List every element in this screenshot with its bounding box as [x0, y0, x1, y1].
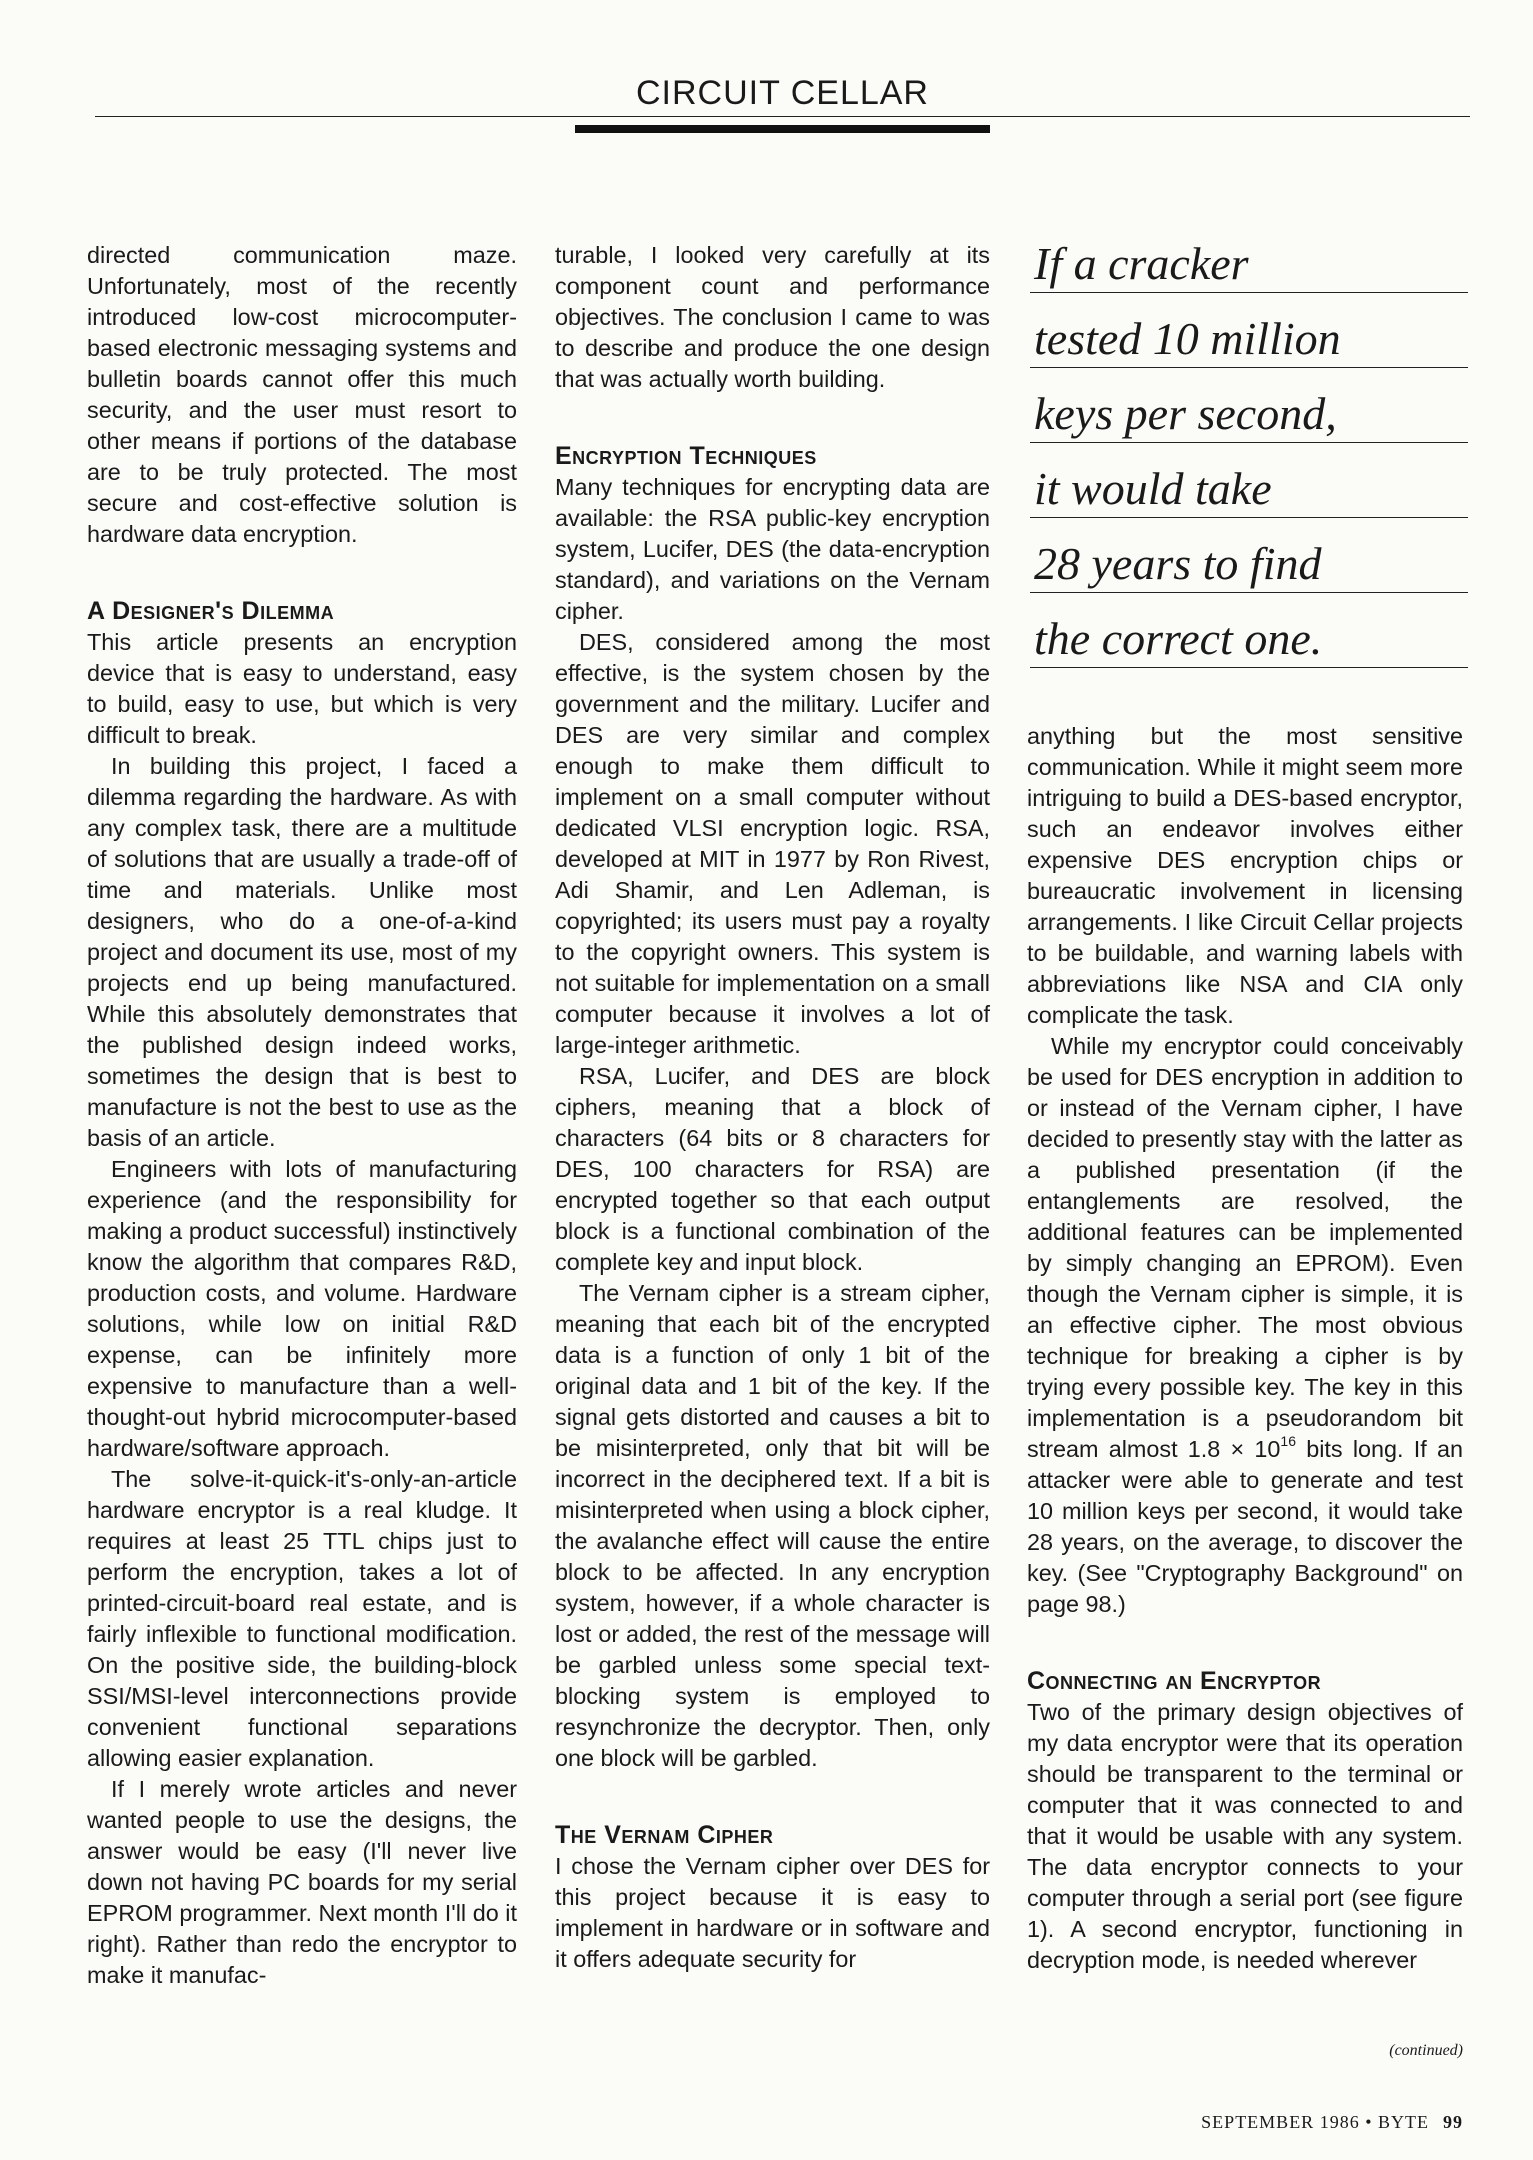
paragraph: [1027, 1031, 1463, 1620]
page-footer: [1201, 2112, 1463, 2133]
paragraph: The solve-it-quick-it's-only-an-article hardware encryptor is a real kludge. It requires at least 25 TTL chips just to perform the encryption, takes a lot of printed-circuit-board real estate, and is fairly inflexible to functional modification. On the positive side, the building-block SSI/MSI-level interconnections provide convenient functional separations allowing easier explanation.: [87, 1466, 517, 1771]
footer-issue: SEPTEMBER 1986 • BYTE: [1201, 2112, 1429, 2132]
section-heading-connecting-encryptor: Connecting an Encryptor: [1027, 1667, 1322, 1695]
header-rule: [95, 116, 1470, 117]
pull-quote: [1030, 236, 1468, 686]
paragraph: I chose the Vernam cipher over DES for this project because it is easy to implement in hardware or in software and it offers adequate security for: [555, 1853, 990, 1972]
section-heading-designers-dilemma: A Designer's Dilemma: [87, 597, 335, 625]
pull-quote-line: it would take: [1030, 461, 1468, 518]
column-3: [1027, 721, 1463, 1976]
pull-quote-line: tested 10 million: [1030, 311, 1468, 368]
paragraph: anything but the most sensitive communication. While it might seem more intriguing to build a DES-based encryptor, such an endeavor involves either expensive DES encryption chips or bureaucratic involvement in licensing arrangements. I like Circuit Cellar projects to be buildable, and warning labels with abbreviations like NSA and CIA only complicate the task.: [1027, 723, 1463, 1028]
pull-quote-line: the correct one.: [1030, 611, 1468, 668]
pull-quote-line: keys per second,: [1030, 386, 1468, 443]
paragraph: turable, I looked very carefully at its component count and performance objectives. The conclusion I came to was to describe and produce the one design that was actually worth building.: [555, 242, 990, 392]
paragraph: DES, considered among the most effective, is the system chosen by the government and the military. Lucifer and DES are very similar and complex enough to make them difficult to implement on a small computer without dedicated VLSI encryption logic. RSA, developed at MIT in 1977 by Ron Rivest, Adi Shamir, and Len Adleman, is copyrighted; its users must pay a royalty to the copyright owners. This system is not suitable for implementation on a small computer because it involves a lot of large-integer arithmetic.: [555, 629, 990, 1058]
header-bar: [575, 125, 990, 133]
paragraph: If I merely wrote articles and never wanted people to use the designs, the answer would be easy (I'll never live down not having PC boards for my serial EPROM programmer. Next month I'll do it right). Rather than redo the encryptor to make it manufac-: [87, 1776, 517, 1988]
paragraph: Engineers with lots of manufacturing experience (and the responsibility for making a product successful) instinctively know the algorithm that compares R&D, production costs, and volume. Hardware solutions, while low on initial R&D expense, can be infinitely more expensive to manufacture than a well-thought-out hybrid microcomputer-based hardware/software approach.: [87, 1156, 517, 1461]
paragraph: Many techniques for encrypting data are available: the RSA public-key encryption system, Lucifer, DES (the data-encryption standard), and variations on the Vernam cipher.: [555, 474, 990, 624]
paragraph-text: While my encryptor could conceivably be used for DES encryption in addition to or instead of the Vernam cipher, I have decided to presently stay with the latter as a published presentation (if the entanglements are resolved, the additional features can be implemented by simply changing an EPROM). Even though the Vernam cipher is simple, it is an effective cipher. The most obvious technique for breaking a cipher is by trying every possible key. The key in this implementation is a pseudorandom bit stream almost 1.8 × 10: [1027, 1033, 1463, 1462]
paragraph: Two of the primary design objectives of my data encryptor were that its operation should be transparent to the terminal or computer that it was connected to and that it would be usable with any system. The data encryptor connects to your computer through a serial port (see figure 1). A second encryptor, functioning in decryption mode, is needed wherever: [1027, 1699, 1463, 1973]
paragraph: This article presents an encryption device that is easy to understand, easy to build, easy to use, but which is very difficult to break.: [87, 629, 517, 748]
paragraph: In building this project, I faced a dilemma regarding the hardware. As with any complex task, there are a multitude of solutions that are usually a trade-off of time and materials. Unlike most designers, who do a one-of-a-kind project and document its use, most of my projects end up being manufactured. While this absolutely demonstrates that the published design indeed works, sometimes the design that is best to manufacture is not the best to use as the basis of an article.: [87, 753, 517, 1151]
paragraph-text: bits long. If an attacker were able to generate and test 10 million keys per second, it would take 28 years, on the average, to discover the key. (See "Cryptography Background" on page 98.): [1027, 1436, 1463, 1617]
column-2: [555, 240, 990, 1975]
page-header: [95, 70, 1470, 140]
exponent: 16: [1280, 1433, 1296, 1449]
column-1: [87, 240, 517, 1991]
header-title: CIRCUIT CELLAR: [636, 74, 929, 112]
pull-quote-line: If a cracker: [1030, 236, 1468, 293]
pull-quote-line: 28 years to find: [1030, 536, 1468, 593]
page-number: 99: [1443, 2112, 1463, 2132]
paragraph: The Vernam cipher is a stream cipher, meaning that each bit of the encrypted data is a function of only 1 bit of the original data and 1 bit of the key. If the signal gets distorted and causes a bit to be misinterpreted, only that bit will be incorrect in the deciphered text. If a bit is misinterpreted when using a block cipher, the avalanche effect will cause the entire block to be affected. In any encryption system, however, if a whole character is lost or added, the rest of the message will be garbled unless some special text-blocking system is employed to resynchronize the decryptor. Then, only one block will be garbled.: [555, 1280, 990, 1771]
paragraph: RSA, Lucifer, and DES are block ciphers, meaning that a block of characters (64 bits or 8 characters for DES, 100 characters for RSA) are encrypted together so that each output block is a functional combination of the complete key and input block.: [555, 1063, 990, 1275]
section-heading-vernam-cipher: The Vernam Cipher: [555, 1821, 774, 1849]
paragraph: directed communication maze. Unfortunately, most of the recently introduced low-cost microcomputer-based electronic messaging systems and bulletin boards cannot offer this much security, and the user must resort to other means if portions of the database are to be truly protected. The most secure and cost-effective solution is hardware data encryption.: [87, 242, 517, 547]
section-heading-encryption-techniques: Encryption Techniques: [555, 442, 817, 470]
continued-note: (continued): [1389, 2042, 1463, 2059]
